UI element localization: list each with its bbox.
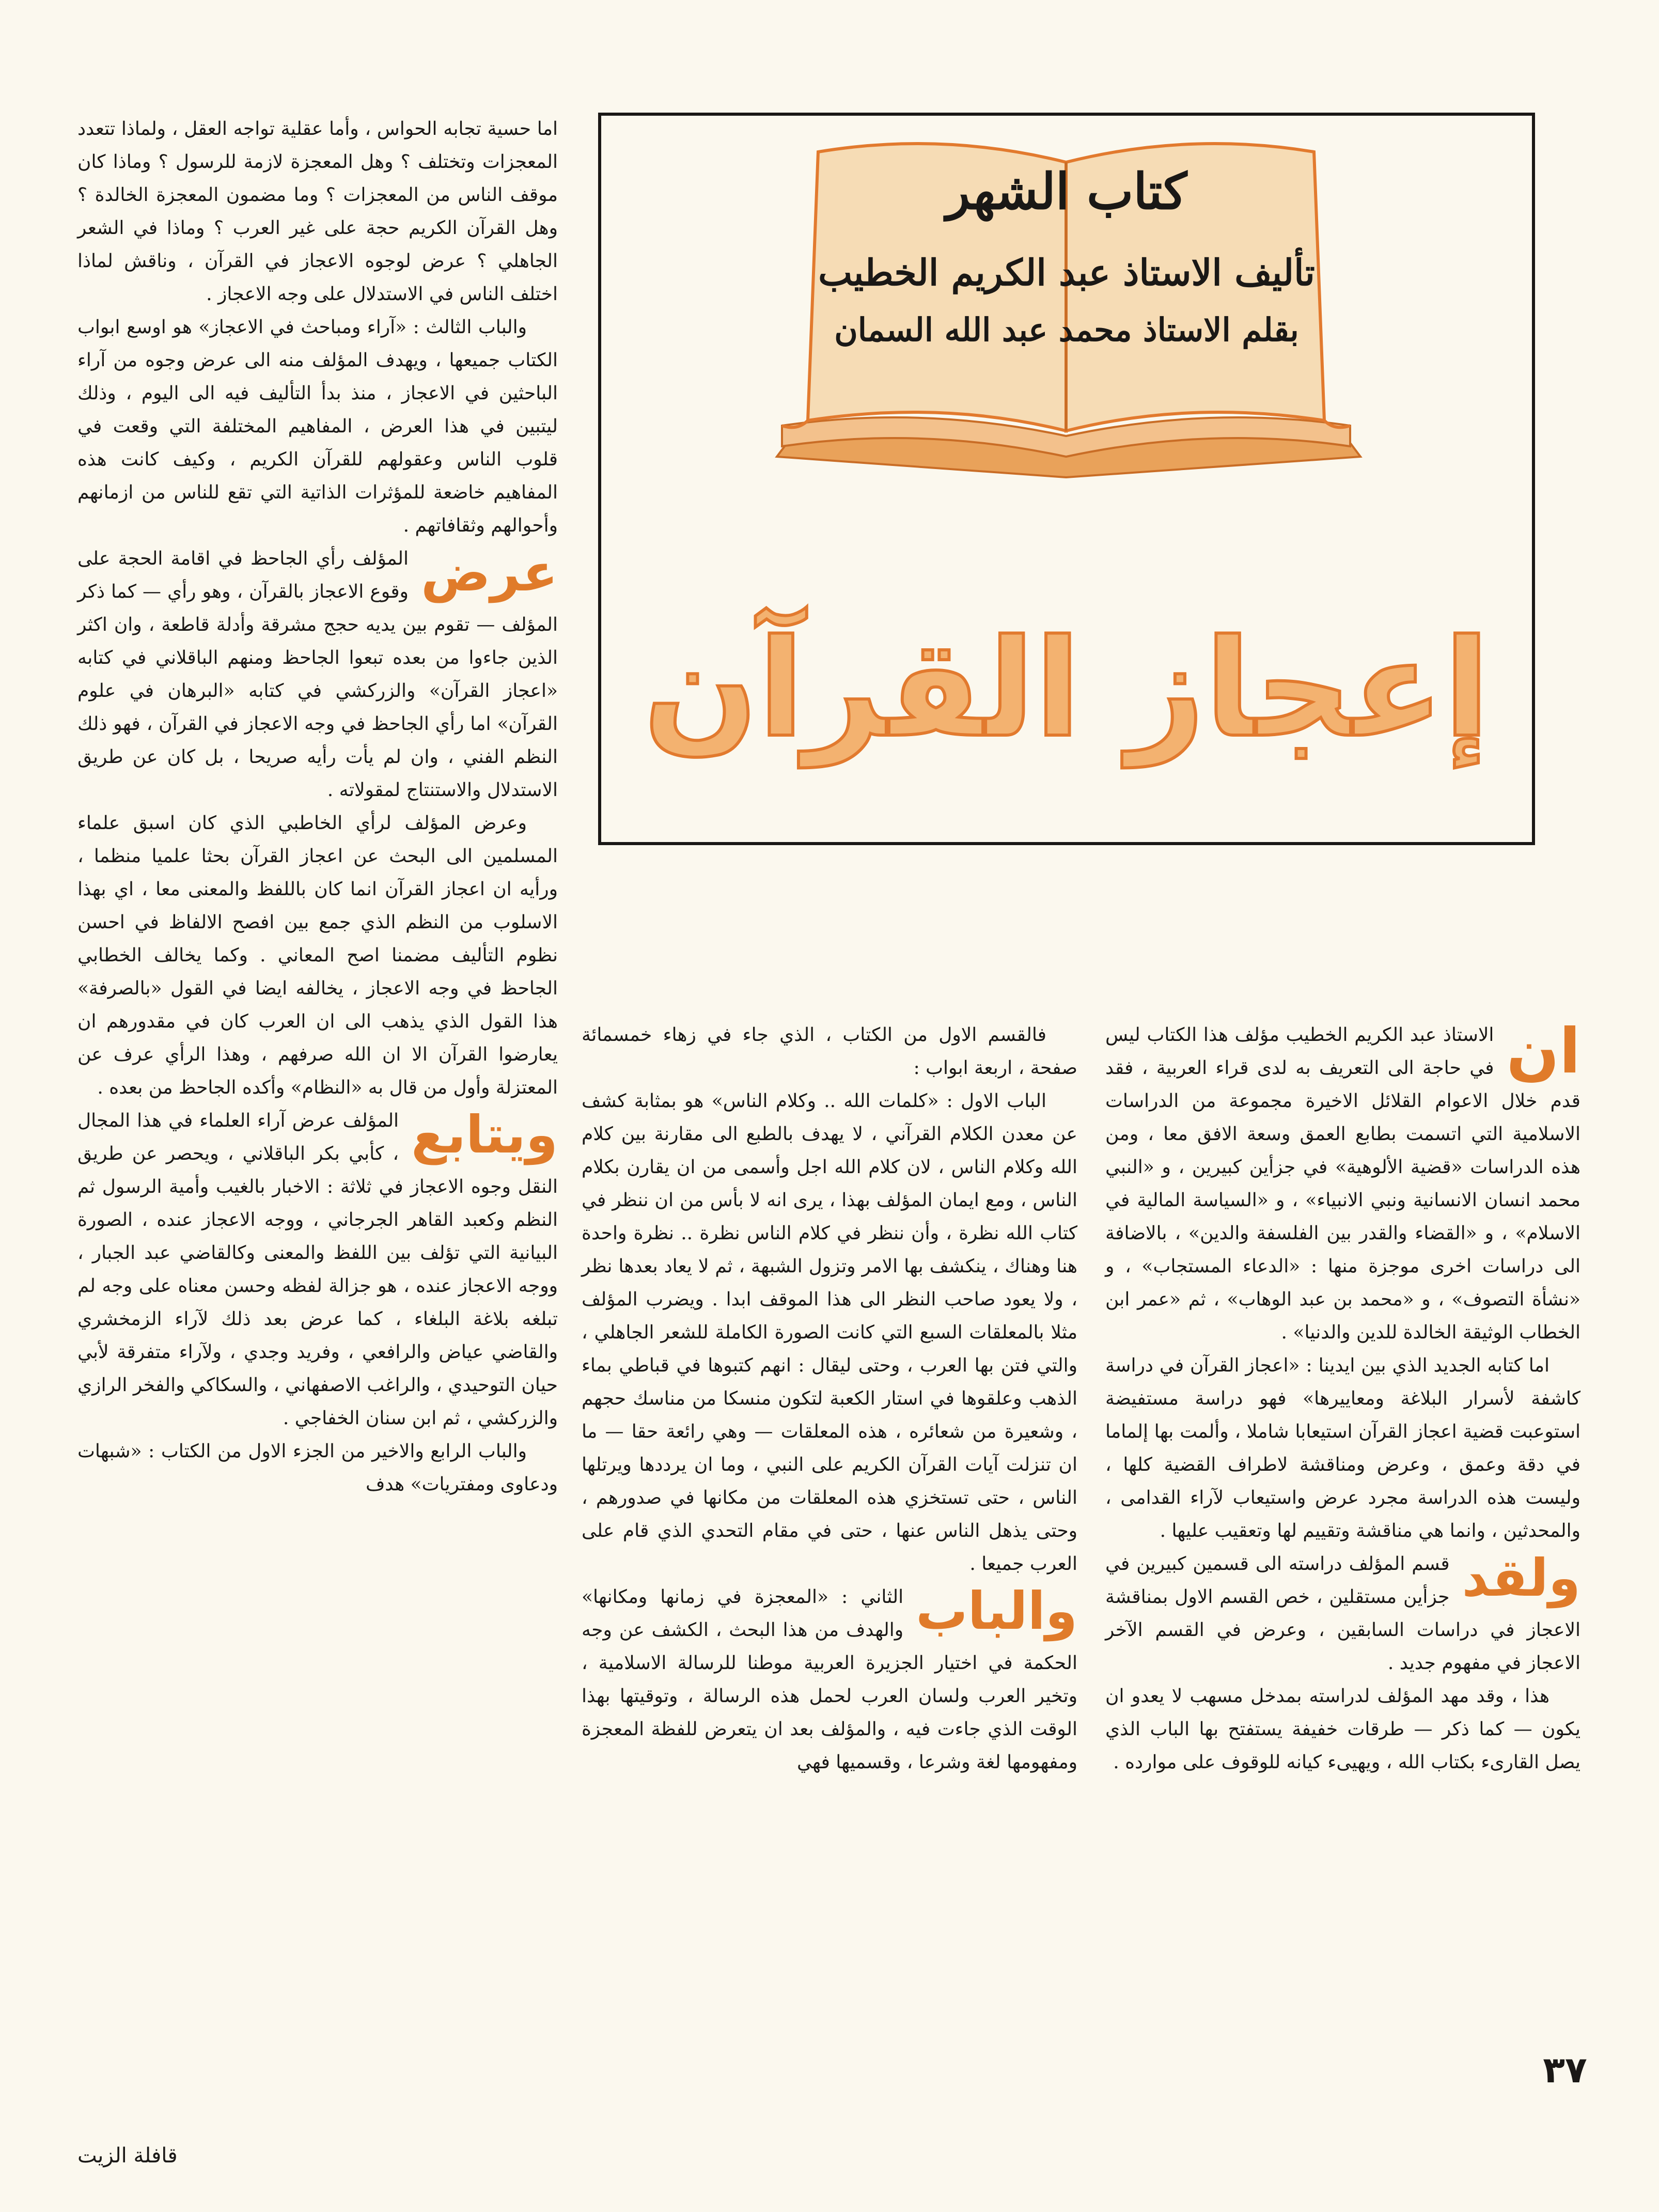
paragraph: ولقد قسم المؤلف دراسته الى قسمين كبيرين في جزأين مستقلين ، خص القسم الاول بمناقشة الاعجاز في دراسات السابقين ، وعرض في القسم الآخر الاعجاز في مفهوم جديد .: [1105, 1548, 1580, 1674]
paragraph: اما حسية تجابه الحواس ، وأما عقلية تواجه العقل ، ولماذا تتعدد المعجزات وتختلف ؟ وهل المعجزة لازمة للرسول ؟ وماذا كان موقف الناس من المعجزات ؟ وما مضمون المعجزة الخالدة ؟ وهل القرآن الكريم حجة على غير العرب ؟ وماذا في الشعر الجاهلي ؟ عرض لوجوه الاعجاز في القرآن ، وناقش لماذا اختلف الناس في الاستدلال على وجه الاعجاز .: [77, 118, 558, 305]
paragraph: ويتابع المؤلف عرض آراء العلماء في هذا المجال ، كأبي بكر الباقلاني ، ويحصر عن طريق النقل وجوه الاعجاز في ثلاثة : الاخبار بالغيب وأمية الرسول ثم النظم وكعبد القاهر الجرجاني ، ووجه الاعجاز عنده ، الصورة البيانية التي تؤلف بين اللفظ والمعنى وكالقاضي عبد الجبار ، ووجه الاعجاز عنده ، هو جزالة لفظه وحسن معناه على وجه لم تبلغه بلاغة البلغاء ، كما عرض بعد ذلك لآراء الزمخشري والقاضي عياض والرافعي ، وفريد وجدي ، ولآراء متفرقة لأبي حيان التوحيدي ، والراغب الاصفهاني ، والسكاكي والفخر الرازي والزركشي ، ثم ابن سنان الخفاجي .: [77, 1104, 558, 1429]
header-box: [598, 113, 1535, 845]
reviewer-line: بقلم الاستاذ محمد عبد الله السمان: [834, 311, 1299, 349]
paragraph: اما كتابه الجديد الذي بين ايدينا : «اعجاز القرآن في دراسة كاشفة لأسرار البلاغة ومعاييرها» فهو دراسة مستفيضة استوعبت قضية اعجاز القرآن استيعابا شاملا ، وألمت بها إلماما في دقة وعمق ، وعرض ومناقشة لاطراف القضية كلها ، وليست هذه الدراسة مجرد عرض واستيعاب لآراء القدامى ، والمحدثين ، وانما هي مناقشة وتقييم لها وتعقيب عليها .: [1105, 1355, 1581, 1541]
column-left: [77, 113, 558, 1501]
paragraph: الباب الاول : «كلمات الله .. وكلام الناس» هو بمثابة كشف عن معدن الكلام القرآني ، لا يهدف بالطبع الى مقارنة بين كلام الله وكلام الناس ، لان كلام الله اجل وأسمى من ان يقارن بكلام الناس ، ومع ايمان المؤلف بهذا ، يرى انه لا بأس من ان ننظر في كتاب الله نظرة ، وأن ننظر في كلام الناس نظرة .. نظرة واحدة هنا وهناك ، ينكشف بها الامر وتزول الشبهة ، ثم لا يعاد بعدها نظر ، ولا يعود صاحب النظر الى هذا الموقف ابدا . ويضرب المؤلف مثلا بالمعلقات السبع التي كانت الصورة الكاملة للشعر الجاهلي ، والتي فتن بها العرب ، وحتى ليقال : انهم كتبوها في قباطي بماء الذهب وعلقوها في استار الكعبة لتكون منسكا من مناسك حجهم ، وشعيرة من شعائره ، هذه المعلقات — وهي رائعة حقا — ما ان تنزلت آيات القرآن الكريم على النبي ، وما ان يرددها ويرتلها الناس ، حتى تستخزي هذه المعلقات من مكانها في صدورهم ، وحتى يذهل الناس عنها ، حتى في مقام التحدي الذي قام على العرب جميعا .: [582, 1091, 1077, 1575]
dropcap-word: والباب: [916, 1581, 1077, 1641]
paragraph: هذا ، وقد مهد المؤلف لدراسته بمدخل مسهب لا يعدو ان يكون — كما ذكر — طرقات خفيفة يستفتح بها الباب الذي يصل القارىء بكتاب الله ، ويهيىء كيانه للوقوف على موارده .: [1105, 1686, 1580, 1773]
column-right: [1105, 1016, 1581, 1779]
dropcap-word: ويتابع: [411, 1104, 558, 1165]
magazine-name: قافلة الزيت: [77, 2144, 178, 2168]
page-number: ٣٧: [1543, 2049, 1587, 2091]
paragraph: والباب الثاني : «المعجزة في زمانها ومكانها» والهدف من هذا البحث ، الكشف عن وجه الحكمة في اختيار الجزيرة العربية موطنا للرسالة الاسلامية ، وتخير العرب ولسان العرب لحمل هذه الرسالة ، وتوقيتها بهذا الوقت الذي جاءت فيه ، والمؤلف بعد ان يتعرض للفظة المعجزة ومفهومها لغة وشرعا ، وقسميها فهي: [582, 1581, 1077, 1773]
author-line: تأليف الاستاذ عبد الكريم الخطيب: [818, 251, 1315, 294]
article-title: إعجاز القرآن: [643, 611, 1490, 767]
paragraph: والباب الثالث : «آراء ومباحث في الاعجاز» هو اوسع ابواب الكتاب جميعها ، ويهدف المؤلف منه الى عرض وجوه من آراء الباحثين في الاعجاز ، منذ بدأ التأليف فيه الى اليوم ، وذلك ليتبين في هذا العرض ، المفاهيم المختلفة التي وقعت في قلوب الناس وعقولهم للقرآن الكريم ، وكيف كانت هذه المفاهيم خاضعة للمؤثرات الذاتية التي تقع للناس من ازمانهم وأحوالهم وثقافاتهم .: [77, 317, 558, 536]
dropcap-word: ولقد: [1462, 1548, 1580, 1608]
paragraph: فالقسم الاول من الكتاب ، الذي جاء في زهاء خمسمائة صفحة ، اربعة ابواب :: [582, 1024, 1077, 1079]
paragraph: عرض المؤلف رأي الجاحظ في اقامة الحجة على وقوع الاعجاز بالقرآن ، وهو رأي — كما ذكر المؤلف — تقوم بين يديه حجج مشرقة وأدلة قاطعة ، وان اكثر الذين جاءوا من بعده تبعوا الجاحظ ومنهم الباقلاني في كتابه «اعجاز القرآن» والزركشي في كتابه «البرهان في علوم القرآن» اما رأي الجاحظ في وجه الاعجاز في القرآن ، فهو ذلك النظم الفني ، وان لم يأت رأيه صريحا ، بل كان عن طريق الاستدلال والاستنتاج لمقولاته .: [77, 542, 558, 801]
column-middle: [582, 1019, 1077, 1779]
dropcap-word: عرض: [420, 542, 558, 603]
paragraph: ان الاستاذ عبد الكريم الخطيب مؤلف هذا الكتاب ليس في حاجة الى التعريف به لدى قراء العربية ، فقد قدم خلال الاعوام القلائل الاخيرة مجموعة من الدراسات الاسلامية التي اتسمت بطابع العمق وسعة الافق معا ، ومن هذه الدراسات «قضية الألوهية» في جزأين كبيرين ، و «النبي محمد انسان الانسانية ونبي الانبياء» ، و «السياسة المالية في الاسلام» ، و «القضاء والقدر بين الفلسفة والدين» ، بالاضافة الى دراسات اخرى موجزة منها : «الدعاء المستجاب» ، و «نشأة التصوف» ، و «محمد بن عبد الوهاب» ، ثم «عمر ابن الخطاب الوثيقة الخالدة للدين والدنيا» .: [1105, 1016, 1580, 1343]
dropcap-word: ان: [1506, 1016, 1580, 1087]
paragraph: والباب الرابع والاخير من الجزء الاول من الكتاب : «شبهات ودعاوى ومفتريات» هدف: [77, 1441, 558, 1495]
section-label: كتاب الشهر: [946, 162, 1187, 221]
paragraph: وعرض المؤلف لرأي الخاطبي الذي كان اسبق علماء المسلمين الى البحث عن اعجاز القرآن بحثا علميا منظما ، ورأيه ان اعجاز القرآن انما كان باللفظ والمعنى معا ، اي بهذا الاسلوب من النظم الذي جمع بين افصح الالفاظ في احسن نظوم التأليف مضمنا اصح المعاني . وكما يخالف الخطابي الجاحظ في وجه الاعجاز ، يخالفه ايضا في القول «بالصرفة» هذا القول الذي يذهب الى ان العرب كان في مقدورهم ان يعارضوا القرآن الا ان الله صرفهم ، وهذا الرأي عرف عن المعتزلة وأول من قال به «النظام» وأكده الجاحظ من بعده .: [77, 813, 558, 1098]
